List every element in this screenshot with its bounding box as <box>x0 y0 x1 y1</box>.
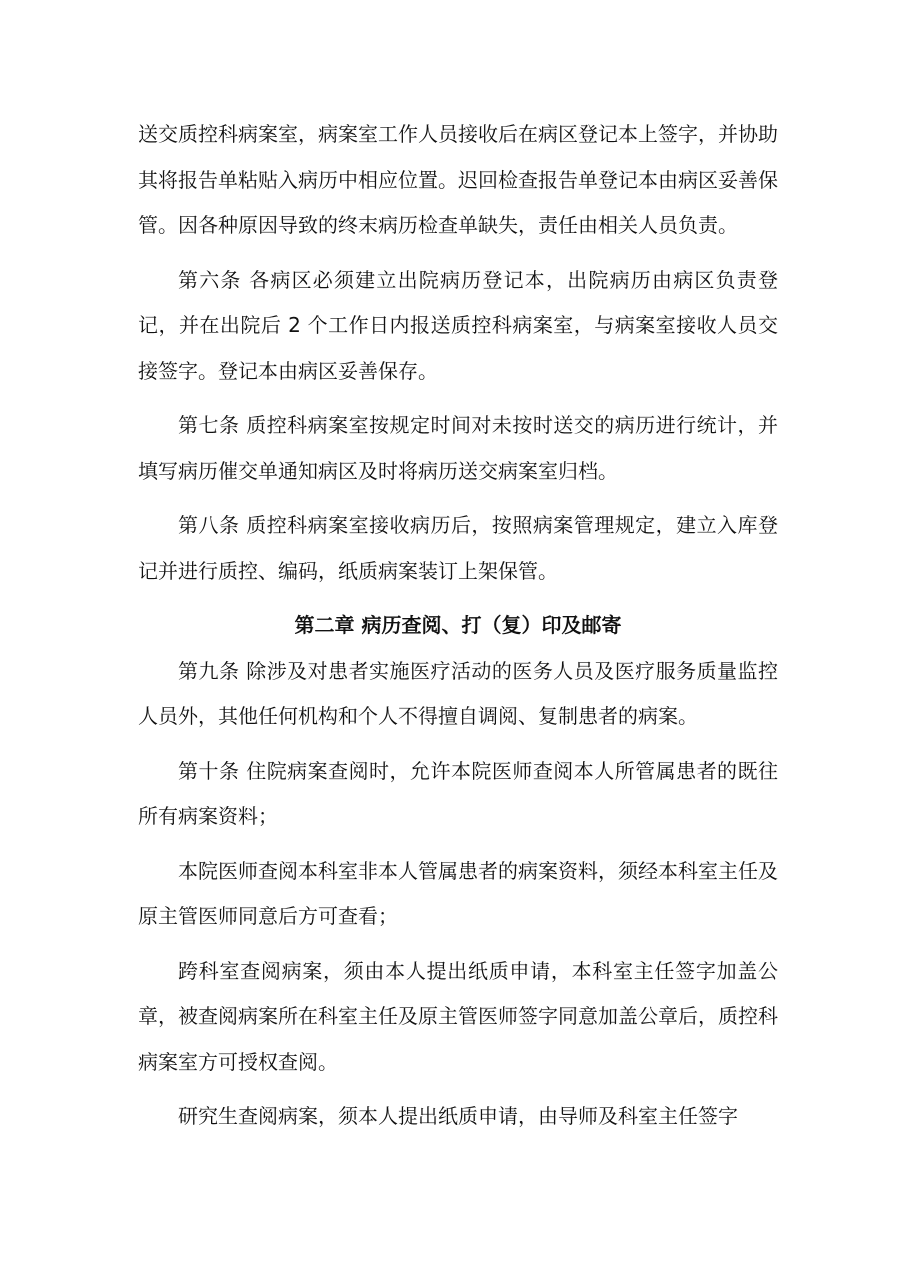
paragraph-same-department: 本院医师查阅本科室非本人管属患者的病案资料，须经本科室主任及原主管医师同意后方可查看； <box>138 858 778 928</box>
paragraph-graduate-students: 研究生查阅病案，须本人提出纸质申请，由导师及科室主任签字 <box>178 1104 738 1128</box>
paragraph-cross-department: 跨科室查阅病案，须由本人提出纸质申请，本科室主任签字加盖公章，被查阅病案所在科室主任及原主管医师签字同意加盖公章后，质控科病案室方可授权查阅。 <box>138 958 778 1074</box>
document-body <box>138 112 778 1140</box>
chapter-title: 第二章 病历查阅、打（复）印及邮寄 <box>294 613 622 637</box>
article-9: 第九条 除涉及对患者实施医疗活动的医务人员及医疗服务质量监控人员外，其他任何机构和个人不得擅自调阅、复制患者的病案。 <box>138 658 778 728</box>
article-10: 第十条 住院病案查阅时，允许本院医师查阅本人所管属患者的既往所有病案资料； <box>138 758 778 828</box>
article-8: 第八条 质控科病案室接收病历后，按照病案管理规定，建立入库登记并进行质控、编码，纸质病案装订上架保管。 <box>138 513 778 583</box>
article-7: 第七条 质控科病案室按规定时间对未按时送交的病历进行统计，并填写病历催交单通知病区及时将病历送交病案室归档。 <box>138 413 778 483</box>
article-6: 第六条 各病区必须建立出院病历登记本，出院病历由病区负责登记，并在出院后 2 个工作日内报送质控科病案室，与病案室接收人员交接签字。登记本由病区妥善保存。 <box>138 267 778 383</box>
paragraph-continued: 送交质控科病案室，病案室工作人员接收后在病区登记本上签字，并协助其将报告单粘贴入病历中相应位置。迟回检查报告单登记本由病区妥善保管。因各种原因导致的终末病历检查单缺失，责任由相关人员负责。 <box>138 122 778 237</box>
